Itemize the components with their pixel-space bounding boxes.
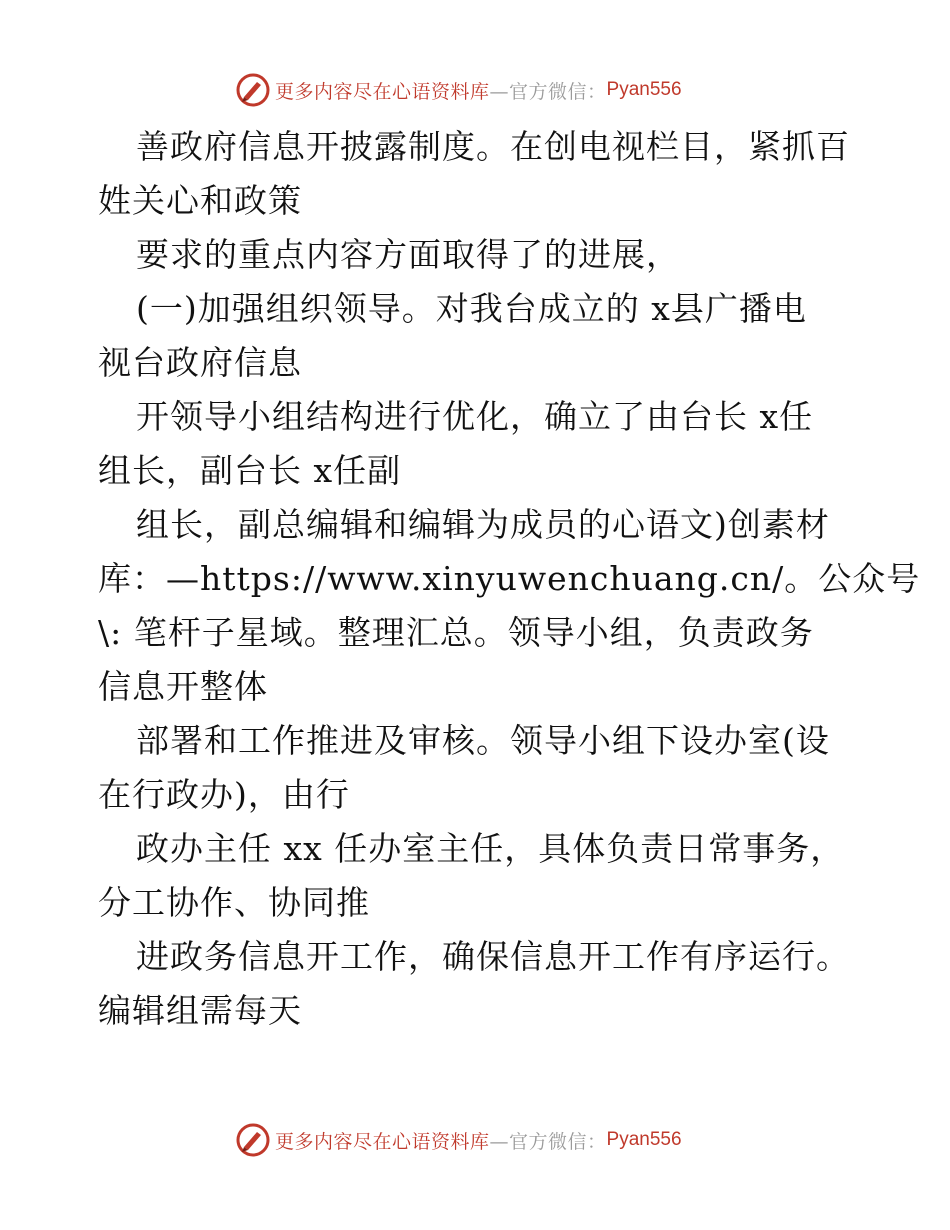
text-line: 库：—https://www.xinyuwenchuang.cn/。公众号 xyxy=(98,559,921,598)
watermark-separator: —官方微信： xyxy=(489,1130,607,1153)
text-line: 分工协作、协同推 xyxy=(98,883,370,922)
text-line: 进政务信息开工作，确保信息开工作有序运行。 xyxy=(136,937,850,976)
footer-watermark xyxy=(235,1122,682,1158)
pen-in-circle-icon xyxy=(235,72,271,108)
text-line: 在行政办)，由行 xyxy=(98,775,350,814)
text-line: 政办主任 xx 任办室主任，具体负责日常事务， xyxy=(136,829,845,868)
watermark-wechat-id: Pyan556 xyxy=(606,1129,682,1150)
text-line: 部署和工作推进及审核。领导小组下设办室(设 xyxy=(136,721,830,760)
text-line: \: 笔杆子星域。整理汇总。领导小组，负责政务 xyxy=(98,613,814,652)
text-line: 组长，副台长 x任副 xyxy=(98,451,402,490)
text-line: 组长，副总编辑和编辑为成员的心语文)创素材 xyxy=(136,505,830,544)
text-line: 编辑组需每天 xyxy=(98,991,302,1030)
text-line: (一)加强组织领导。对我台成立的 x县广播电 xyxy=(136,289,807,328)
text-line: 姓关心和政策 xyxy=(98,181,302,220)
watermark-wechat-id: Pyan556 xyxy=(606,79,682,100)
watermark-brand: 更多内容尽在心语资料库 xyxy=(275,80,490,103)
document-body xyxy=(98,120,921,1038)
text-line: 善政府信息开披露制度。在创电视栏目，紧抓百 xyxy=(136,127,850,166)
header-watermark xyxy=(235,72,682,108)
text-line: 视台政府信息 xyxy=(98,343,302,382)
text-line: 开领导小组结构进行优化，确立了由台长 x任 xyxy=(136,397,814,436)
watermark-brand: 更多内容尽在心语资料库 xyxy=(275,1130,490,1153)
watermark-separator: —官方微信： xyxy=(489,80,607,103)
text-line: 信息开整体 xyxy=(98,667,268,706)
text-line: 要求的重点内容方面取得了的进展， xyxy=(136,235,680,274)
pen-in-circle-icon xyxy=(235,1122,271,1158)
